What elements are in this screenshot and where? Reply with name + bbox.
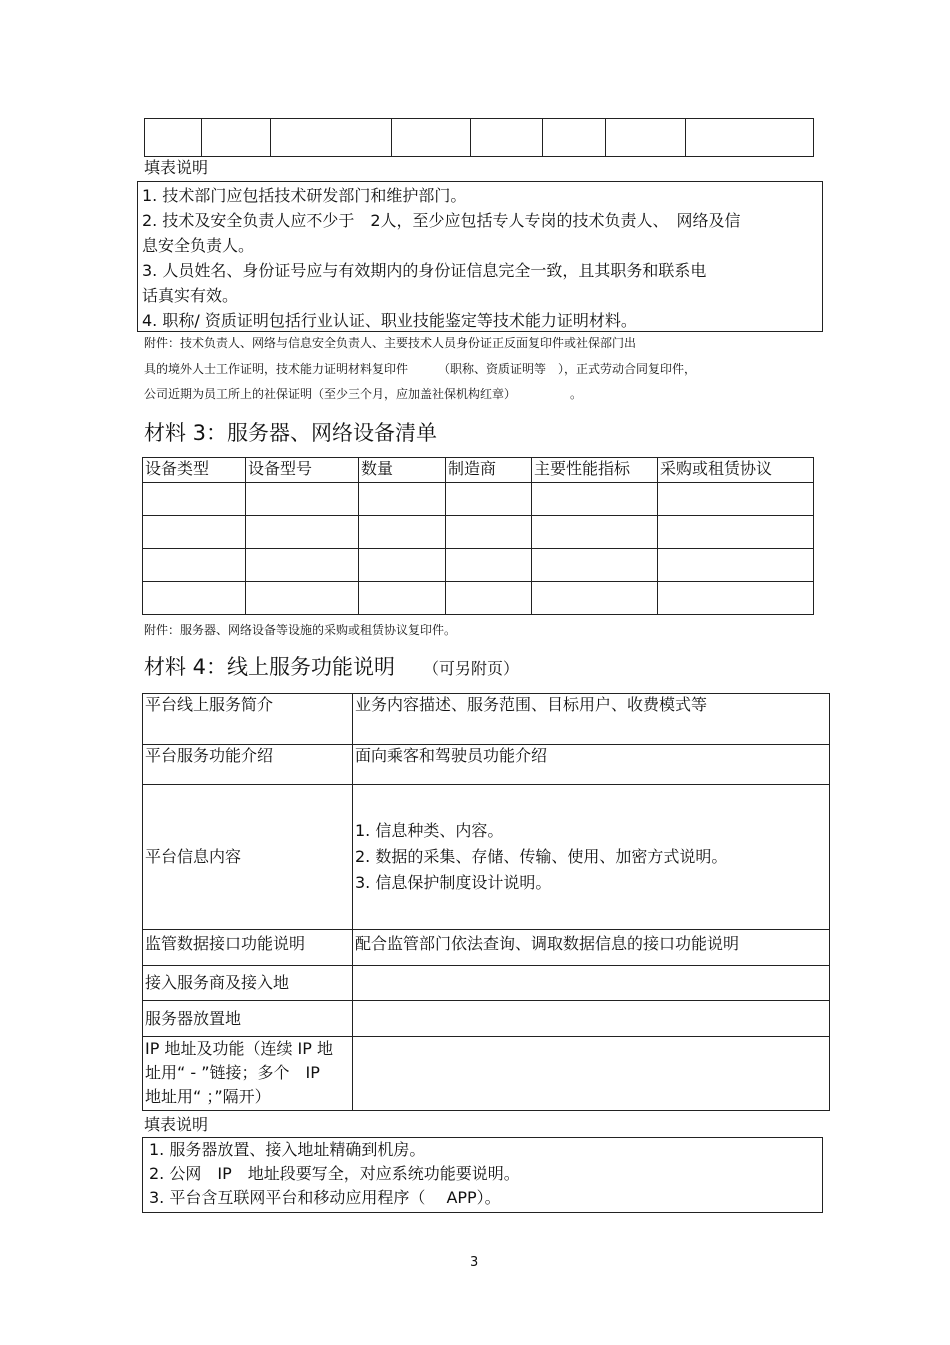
label-line: 地址用“ ；”隔开） — [145, 1087, 271, 1106]
column-header: 设备类型 — [143, 458, 246, 483]
notes-title: 填表说明 — [144, 1115, 209, 1134]
note-line: 1. 服务器放置、接入地址精确到机房。 — [149, 1140, 426, 1159]
notes-box — [142, 1137, 823, 1213]
column-header: 数量 — [359, 458, 446, 483]
material3-title: 材料 3：服务器、网络设备清单 — [144, 421, 438, 445]
row-value: 配合监管部门依法查询、调取数据信息的接口功能说明 — [353, 930, 830, 966]
service-table — [142, 693, 830, 1111]
info-line: 3. 信息保护制度设计说明。 — [355, 873, 552, 892]
table-row — [143, 745, 830, 785]
note-line: 4. 职称/ 资质证明包括行业认证、职业技能鉴定等技术能力证明材料。 — [142, 311, 637, 330]
row-label: 接入服务商及接入地 — [143, 966, 353, 1001]
attachment-note: 附件：技术负责人、网络与信息安全负责人、主要技术人员身份证正反面复印件或社保部门出 — [144, 336, 637, 350]
info-line: 1. 信息种类、内容。 — [355, 821, 504, 840]
row-label — [143, 1037, 353, 1111]
table-row — [143, 483, 814, 516]
material4-title: 材料 4：线上服务功能说明 — [144, 655, 396, 679]
column-header: 采购或租赁协议 — [658, 458, 814, 483]
staff-table-tail — [144, 118, 814, 157]
label-line: IP 地址及功能（连续 IP 地 — [145, 1039, 333, 1058]
notes-box — [137, 181, 823, 332]
column-header: 制造商 — [446, 458, 532, 483]
row-label: 服务器放置地 — [143, 1001, 353, 1037]
row-value — [353, 1037, 830, 1111]
material4-subtitle: （可另附页） — [423, 659, 520, 678]
attachment-note: 公司近期为员工所上的社保证明（至少三个月，应加盖社保机构红章） 。 — [144, 387, 583, 401]
row-label: 平台线上服务简介 — [143, 694, 353, 745]
note-line: 3. 平台含互联网平台和移动应用程序（ APP）。 — [149, 1188, 501, 1207]
table-header-row — [143, 458, 814, 483]
note-line: 话真实有效。 — [142, 286, 239, 305]
note-line: 2. 技术及安全负责人应不少于 2人，至少应包括专人专岗的技术负责人、 网络及信 — [142, 211, 741, 230]
table-row — [143, 582, 814, 615]
note-line: 息安全负责人。 — [142, 236, 255, 255]
row-label: 监管数据接口功能说明 — [143, 930, 353, 966]
row-value: 面向乘客和驾驶员功能介绍 — [353, 745, 830, 785]
table-cell — [202, 119, 271, 157]
table-cell — [271, 119, 392, 157]
row-label: 平台信息内容 — [143, 785, 353, 930]
note-line: 1. 技术部门应包括技术研发部门和维护部门。 — [142, 186, 467, 205]
table-cell — [392, 119, 471, 157]
column-header: 设备型号 — [246, 458, 359, 483]
table-row — [143, 930, 830, 966]
row-value — [353, 1001, 830, 1037]
note-line: 3. 人员姓名、身份证号应与有效期内的身份证信息完全一致，且其职务和联系电 — [142, 261, 707, 280]
notes-title: 填表说明 — [144, 158, 209, 177]
row-value — [353, 785, 830, 930]
table-row — [143, 694, 830, 745]
row-value — [353, 966, 830, 1001]
page-number: 3 — [470, 1255, 479, 1270]
table-cell — [471, 119, 543, 157]
table-row — [143, 549, 814, 582]
equipment-table — [142, 457, 814, 615]
table-row — [143, 1001, 830, 1037]
table-cell — [686, 119, 814, 157]
row-value: 业务内容描述、服务范围、目标用户、收费模式等 — [353, 694, 830, 745]
row-label: 平台服务功能介绍 — [143, 745, 353, 785]
table-row — [143, 1037, 830, 1111]
material4-heading — [144, 654, 519, 682]
table-cell — [543, 119, 606, 157]
equipment-attachment-note: 附件：服务器、网络设备等设施的采购或租赁协议复印件。 — [144, 623, 457, 637]
table-row — [143, 785, 830, 930]
table-row — [143, 516, 814, 549]
note-line: 2. 公网 IP 地址段要写全，对应系统功能要说明。 — [149, 1164, 520, 1183]
column-header: 主要性能指标 — [532, 458, 658, 483]
table-cell — [145, 119, 202, 157]
table-cell — [606, 119, 686, 157]
attachment-note: 具的境外人士工作证明，技术能力证明材料复印件 （职称、资质证明等 ），正式劳动合同复印件， — [144, 362, 697, 376]
table-row — [143, 966, 830, 1001]
label-line: 址用“ - ”链接；多个 IP — [145, 1063, 320, 1082]
info-line: 2. 数据的采集、存储、传输、使用、加密方式说明。 — [355, 847, 728, 866]
